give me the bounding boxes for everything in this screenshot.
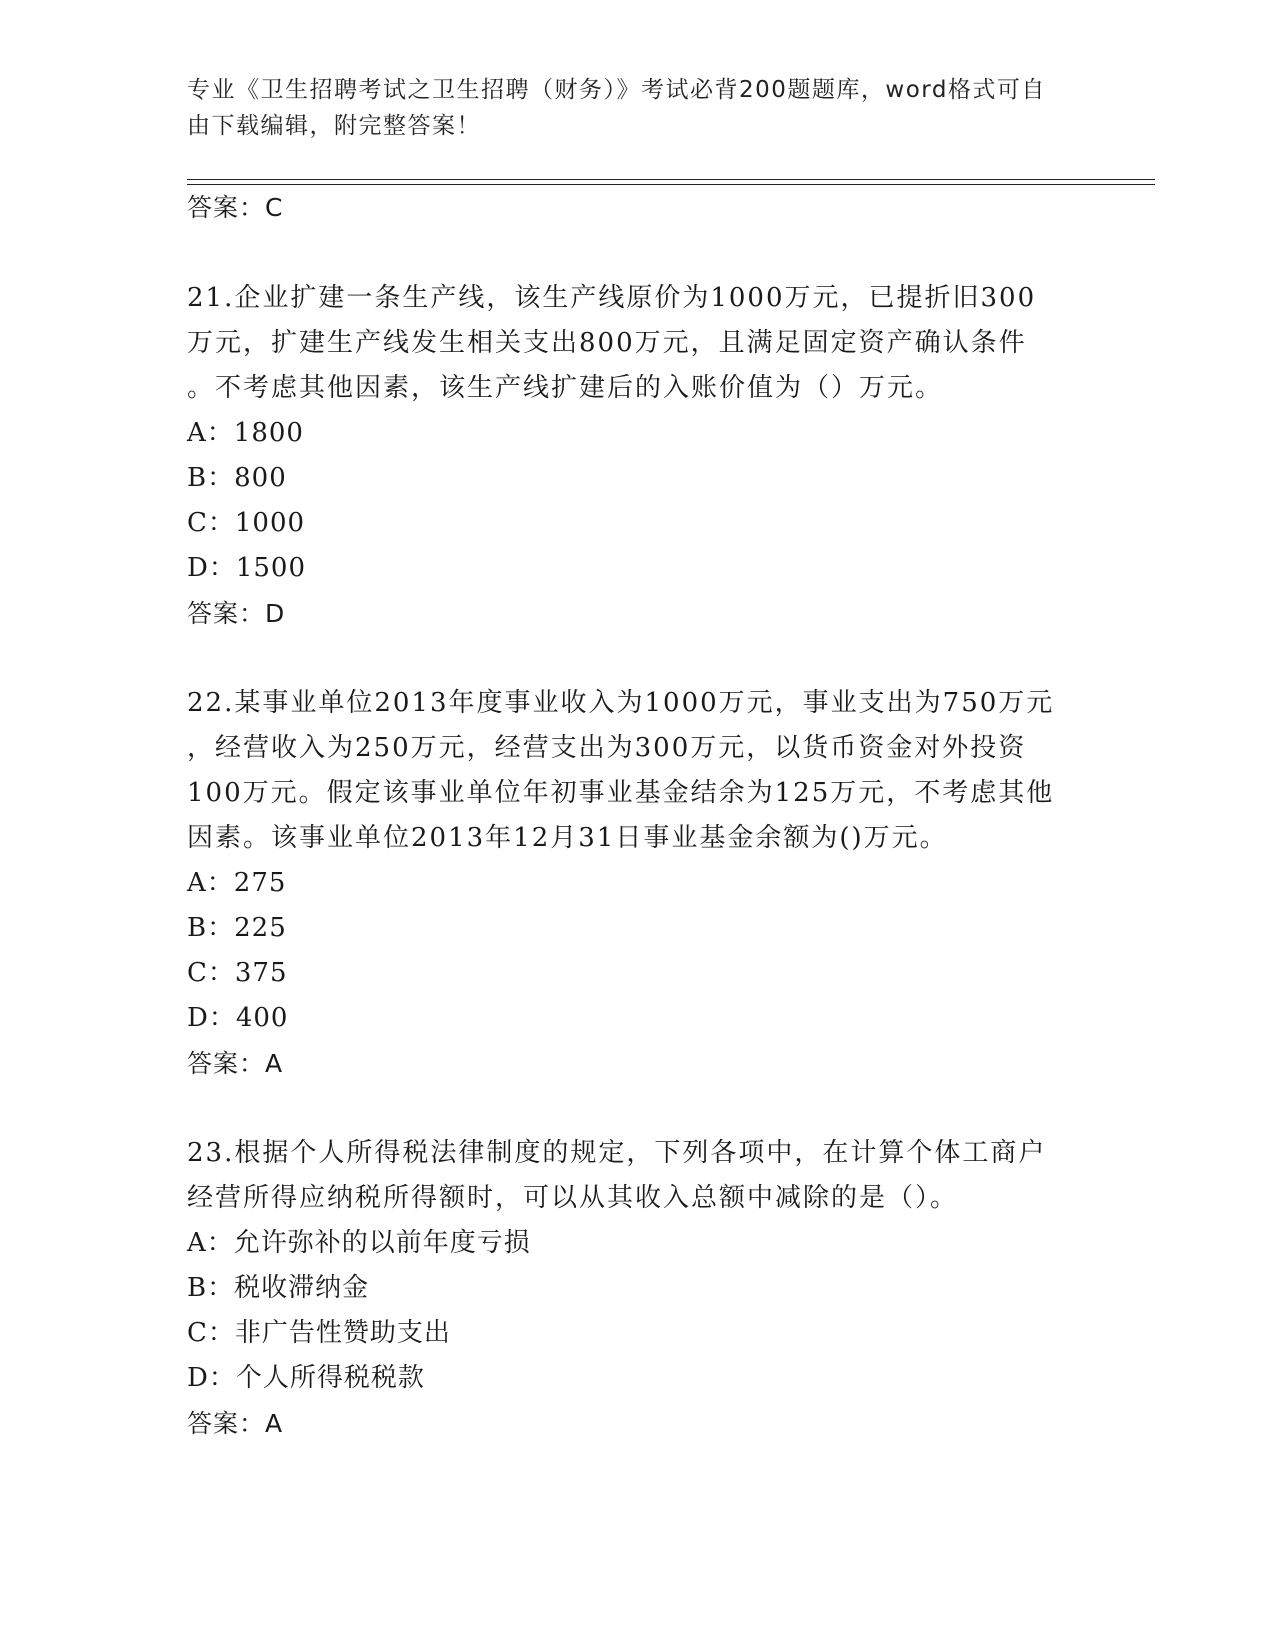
option-a: A：1800 [187, 418, 304, 448]
header-divider-bottom [187, 184, 1155, 185]
question-text-line: ，经营收入为250万元，经营支出为300万元，以货币资金对外投资 [187, 733, 1027, 763]
question-text-line: 。不考虑其他因素，该生产线扩建后的入账价值为（）万元。 [187, 373, 944, 403]
header-line-1: 专业《卫生招聘考试之卫生招聘（财务）》考试必背200题题库，word格式可自 [187, 77, 1046, 103]
header-line-2: 由下载编辑，附完整答案！ [187, 113, 481, 139]
document-header [187, 72, 1067, 144]
option-d: D：1500 [187, 553, 307, 583]
question-text-line: 23.根据个人所得税法律制度的规定，下列各项中，在计算个体工商户 [187, 1138, 1047, 1168]
option-c: C：非广告性赞助支出 [187, 1318, 451, 1348]
header-divider-top [187, 179, 1155, 180]
option-c: C：375 [187, 958, 288, 988]
option-a: A：允许弥补的以前年度亏损 [187, 1228, 531, 1258]
option-c: C：1000 [187, 508, 306, 538]
question-text-line: 万元，扩建生产线发生相关支出800万元，且满足固定资产确认条件 [187, 328, 1027, 358]
answer: 答案：A [187, 1049, 284, 1078]
option-b: B：800 [187, 463, 287, 493]
question-text-line: 21.企业扩建一条生产线，该生产线原价为1000万元，已提折旧300 [187, 283, 1037, 313]
question-text-line: 100万元。假定该事业单位年初事业基金结余为125万元，不考虑其他 [187, 778, 1055, 808]
answer: 答案：A [187, 1409, 284, 1438]
question-text-line: 22.某事业单位2013年度事业收入为1000万元，事业支出为750万元 [187, 688, 1055, 718]
option-d: D：个人所得税税款 [187, 1363, 425, 1393]
answer: 答案：D [187, 599, 286, 628]
question-text-line: 因素。该事业单位2013年12月31日事业基金余额为()万元。 [187, 823, 948, 853]
option-d: D：400 [187, 1003, 289, 1033]
option-a: A：275 [187, 868, 287, 898]
option-b: B：225 [187, 913, 287, 943]
previous-answer: 答案：C [187, 193, 284, 222]
option-b: B：税收滞纳金 [187, 1273, 370, 1303]
question-text-line: 经营所得应纳税所得额时，可以从其收入总额中减除的是（）。 [187, 1183, 959, 1213]
